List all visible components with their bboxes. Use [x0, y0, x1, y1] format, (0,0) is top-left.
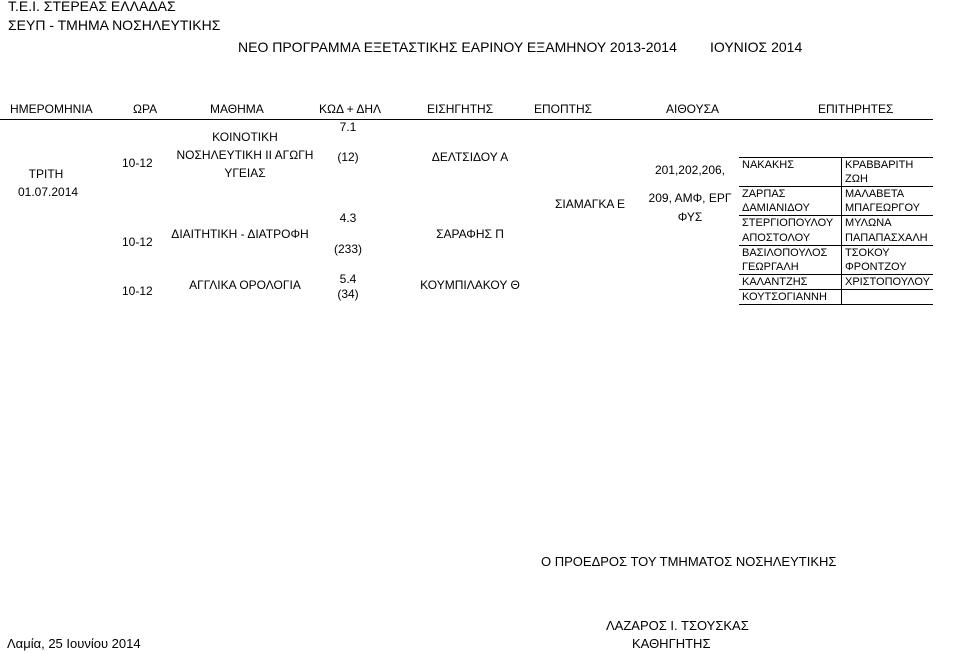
header-rule: [0, 119, 933, 120]
room-line: 201,202,206,: [654, 163, 726, 177]
enrolled-count: (34): [337, 287, 359, 301]
proctor-name: ΚΑΛΑΝΤΖΗΣ: [739, 274, 842, 289]
column-header-course: ΜΑΘΗΜΑ: [210, 102, 264, 116]
exam-time: 10-12: [122, 156, 153, 170]
proctor-name: ΦΡΟΝΤΖΟΥ: [845, 260, 907, 273]
proctor-name: ΖΩΗ: [845, 173, 868, 186]
enrolled-count: (12): [337, 150, 359, 164]
proctor-name: ΑΠΟΣΤΟΛΟΥ: [739, 230, 842, 245]
exam-time: 10-12: [122, 284, 153, 298]
proctor-row: [739, 230, 933, 245]
enrolled-count: (233): [333, 242, 362, 256]
proctor-name: ΖΑΡΠΑΣ: [739, 187, 842, 202]
proctor-name: ΚΡΑΒΒΑΡΙΤΗ: [842, 158, 933, 173]
column-header-proctors: ΕΠΙΤΗΡΗΤΕΣ: [818, 102, 894, 116]
proctor-name: ΤΣΟΚΟΥ: [842, 245, 933, 260]
instructor-name: ΔΕΛΤΣΙΔΟΥ Α: [431, 150, 509, 164]
proctor-row: [739, 172, 933, 187]
proctor-row: [739, 245, 933, 260]
proctor-name: ΔΑΜΙΑΝΙΔΟΥ: [739, 201, 842, 216]
course-name-line: ΝΟΣΗΛΕΥΤΙΚΗ ΙΙ ΑΓΩΓΗ: [176, 148, 314, 162]
exam-day: ΤΡΙΤΗ: [28, 167, 64, 181]
exam-date: 01.07.2014: [18, 185, 79, 199]
course-code: 7.1: [339, 120, 357, 134]
room-line: ΦΥΣ: [677, 210, 703, 224]
proctor-row: [739, 274, 933, 289]
proctor-name: ΒΑΣΙΛΟΠΟΥΛΟΣ: [739, 245, 842, 260]
proctor-name: ΧΡΙΣΤΟΠΟΥΛΟΥ: [842, 274, 933, 289]
proctor-name: ΓΕΩΡΓΑΛΗ: [739, 260, 842, 275]
instructor-name: ΣΑΡΑΦΗΣ Π: [436, 227, 504, 241]
course-code: 5.4: [339, 272, 357, 286]
proctor-row: [739, 289, 933, 304]
exam-month: ΙΟΥΝΙΟΣ 2014: [710, 39, 803, 55]
course-name-line: ΔΙΑΙΤΗΤΙΚΗ - ΔΙΑΤΡΟΦΗ: [171, 227, 309, 241]
program-title: ΝΕΟ ΠΡΟΓΡΑΜΜΑ ΕΞΕΤΑΣΤΙΚΗΣ ΕΑΡΙΝΟΥ ΕΞΑΜΗΝΟΥ 2013-2014: [238, 39, 677, 55]
column-header-date: ΗΜΕΡΟΜΗΝΙΑ: [10, 102, 93, 116]
column-header-time: ΩΡΑ: [133, 102, 158, 116]
room-line: 209, ΑΜΦ, ΕΡΓ: [648, 191, 732, 205]
course-code: 4.3: [339, 211, 357, 225]
proctor-name: ΜΥΛΩΝΑ: [842, 216, 933, 231]
instructor-name: ΚΟΥΜΠΙΛΑΚΟΥ Θ: [420, 278, 520, 292]
proctor-row: [739, 158, 933, 173]
proctor-name: ΝΑΚΑΚΗΣ: [739, 158, 842, 173]
proctor-name: ΚΟΥΤΣΟΓΙΑΝΝΗ: [739, 289, 842, 304]
proctor-name: ΜΠΑΓΕΩΡΓΟΥ: [845, 202, 920, 215]
signatory-role: ΚΑΘΗΓΗΤΗΣ: [632, 636, 711, 651]
proctor-row: [739, 216, 933, 231]
course-name-line: ΑΓΓΛΙΚΑ ΟΡΟΛΟΓΙΑ: [189, 278, 301, 292]
proctor-name: [842, 289, 933, 304]
column-header-code: ΚΩΔ + ΔΗΛ: [319, 102, 382, 116]
proctor-name: ΜΑΛΑΒΕΤΑ: [842, 187, 933, 202]
supervisor-name: ΣΙΑΜΑΓΚΑ Ε: [554, 197, 626, 211]
proctor-row: [739, 187, 933, 202]
president-title: Ο ΠΡΟΕΔΡΟΣ ΤΟΥ ΤΜΗΜΑΤΟΣ ΝΟΣΗΛΕΥΤΙΚΗΣ: [541, 554, 837, 569]
signatory-name: ΛΑΖΑΡΟΣ Ι. ΤΣΟΥΣΚΑΣ: [606, 618, 749, 633]
proctor-name: ΣΤΕΡΓΙΟΠΟΥΛΟΥ: [739, 216, 842, 231]
institution-name: Τ.Ε.Ι. ΣΤΕΡΕΑΣ ΕΛΛΑΔΑΣ: [8, 0, 176, 14]
proctors-table: [739, 157, 933, 305]
column-header-room: ΑΙΘΟΥΣΑ: [666, 102, 720, 116]
exam-time: 10-12: [122, 235, 153, 249]
column-header-supervisor: ΕΠΟΠΤΗΣ: [534, 102, 593, 116]
column-header-instructor: ΕΙΣΗΓΗΤΗΣ: [427, 102, 494, 116]
place-date: Λαμία, 25 Ιουνίου 2014: [7, 636, 141, 651]
proctor-name: ΠΑΠΑΠΑΣΧΑΛΗ: [845, 231, 928, 244]
course-name-line: ΚΟΙΝΟΤΙΚΗ: [212, 130, 278, 144]
proctor-row: [739, 260, 933, 275]
proctor-name: [739, 172, 842, 187]
department-name: ΣΕΥΠ - ΤΜΗΜΑ ΝΟΣΗΛΕΥΤΙΚΗΣ: [8, 17, 221, 33]
proctor-row: [739, 201, 933, 216]
course-name-line: ΥΓΕΙΑΣ: [224, 166, 266, 180]
